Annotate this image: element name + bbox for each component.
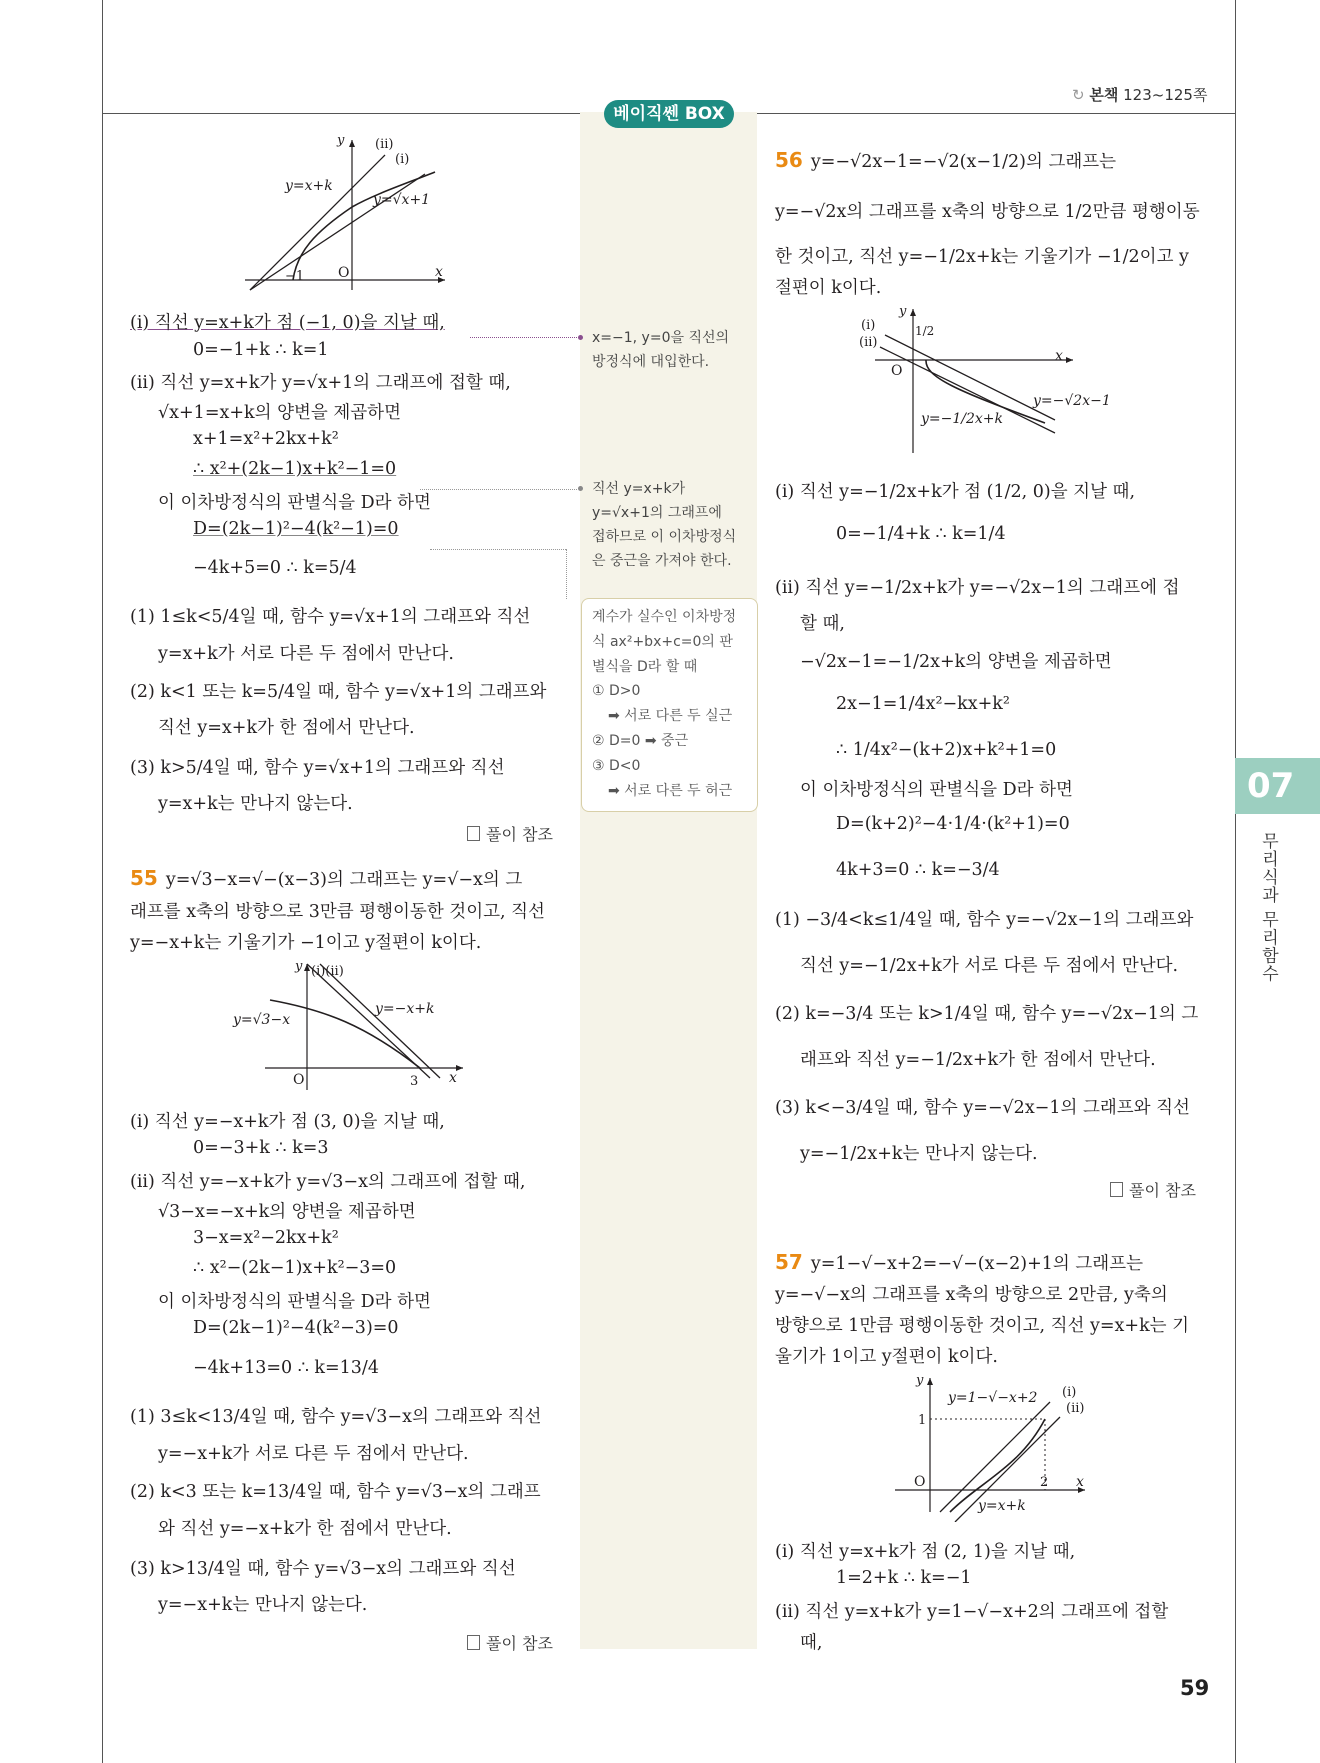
g3-label-i: (i): [861, 318, 876, 333]
g4-y-label: y: [916, 1373, 924, 1388]
connector-3v: [566, 549, 567, 599]
sidebar-note-2: 직선 y=x+k가 y=√x+1의 그래프에 접하므로 이 이차방정식 은 중근을 가져야 한다.: [592, 477, 754, 573]
g4-label-i: (i): [1062, 1385, 1077, 1400]
see-solution-55: 풀이 참조: [467, 1631, 553, 1654]
chapter-title-vertical: 무리식과 무리함수: [1258, 832, 1278, 983]
sol57-line3: (ii) 직선 y=x+k가 y=1−√−x+2의 그래프에 접할: [775, 1602, 1169, 1622]
sol54-case3: (3) k>5/4일 때, 함수 y=√x+1의 그래프와 직선: [130, 758, 505, 778]
see-solution-54: 풀이 참조: [467, 822, 553, 845]
sol54-line1: (i) 직선 y=x+k가 점 (−1, 0)을 지날 때,: [130, 313, 445, 333]
sol56-line9: D=(k+2)²−4·1/4·(k²+1)=0: [836, 814, 1070, 834]
see-solution-56: 풀이 참조: [1110, 1178, 1196, 1201]
sol56-case1b: 직선 y=−1/2x+k가 서로 다른 두 점에서 만난다.: [800, 956, 1179, 976]
g4-two: 2: [1040, 1475, 1049, 1490]
sol55-case3: (3) k>13/4일 때, 함수 y=√3−x의 그래프와 직선: [130, 1559, 516, 1579]
sol54-case2: (2) k<1 또는 k=5/4일 때, 함수 y=√x+1의 그래프와: [130, 682, 547, 702]
g4-x-label: x: [1076, 1474, 1084, 1490]
g4-one: 1: [918, 1413, 927, 1428]
g2-line-label: y=−x+k: [375, 1001, 435, 1017]
g1-origin: O: [338, 265, 350, 281]
sol55-line3: (ii) 직선 y=−x+k가 y=√3−x의 그래프에 접할 때,: [130, 1172, 526, 1192]
discriminant-tip-box: 계수가 실수인 이차방정 식 ax²+bx+c=0의 판 별식을 D라 할 때 ① D>0 ➡ 서로 다른 두 실근 ② D=0 ➡ 중근 ③ D<0 ➡ 서로 다른 두 허근: [581, 598, 758, 812]
problem57-line1: 57 y=1−√−x+2=−√−(x−2)+1의 그래프는: [775, 1250, 1144, 1274]
g3-line-label: y=−1/2x+k: [921, 411, 1004, 427]
problem55-line2: 래프를 x축의 방향으로 3만큼 평행이동한 것이고, 직선: [130, 902, 545, 922]
graph-55: [225, 960, 470, 1095]
g2-y-label: y: [295, 960, 303, 974]
g1-label-ii: (ii): [375, 137, 394, 152]
graph-57: [890, 1372, 1100, 1522]
problem-number-57: 57: [775, 1250, 803, 1274]
memo-icon: [1110, 1182, 1123, 1197]
sol54-case1b: y=x+k가 서로 다른 두 점에서 만난다.: [158, 644, 454, 664]
sidebar-note-1: x=−1, y=0을 직선의 방정식에 대입한다.: [592, 326, 754, 374]
sol55-line8: D=(2k−1)²−4(k²−3)=0: [193, 1318, 399, 1338]
page-number: 59: [1180, 1676, 1210, 1700]
memo-icon: [467, 1635, 480, 1650]
sol54-line7: 이 이차방정식의 판별식을 D라 하면: [158, 493, 431, 513]
g4-line-label: y=x+k: [978, 1498, 1026, 1514]
sol56-case3b: y=−1/2x+k는 만나지 않는다.: [800, 1144, 1038, 1164]
chapter-tab: 07: [1235, 758, 1320, 814]
bullet-dot: [578, 486, 583, 491]
sol56-line4: 할 때,: [800, 614, 845, 634]
g3-curve-label: y=−√2x−1: [1033, 393, 1111, 409]
sol54-line6: ∴ x²+(2k−1)x+k²−1=0: [193, 459, 397, 479]
sol57-line1: (i) 직선 y=x+k가 점 (2, 1)을 지날 때,: [775, 1542, 1076, 1562]
connector-3: [430, 549, 566, 550]
problem-number-56: 56: [775, 148, 803, 172]
g3-half: 1/2: [915, 324, 935, 338]
sol56-line1: (i) 직선 y=−1/2x+k가 점 (1/2, 0)을 지날 때,: [775, 482, 1136, 502]
sol56-line10: 4k+3=0 ∴ k=−3/4: [836, 860, 1000, 880]
connector-2: [420, 489, 577, 490]
g2-curve-label: y=√3−x: [233, 1012, 291, 1028]
sol56-case3: (3) k<−3/4일 때, 함수 y=−√2x−1의 그래프와 직선: [775, 1098, 1190, 1118]
g1-line-label: y=x+k: [285, 178, 333, 194]
left-margin-line: [102, 0, 103, 1763]
g2-three: 3: [410, 1074, 419, 1089]
sol55-line5: 3−x=x²−2kx+k²: [193, 1228, 339, 1248]
problem57-line4: 울기가 1이고 y절편이 k이다.: [775, 1347, 998, 1367]
g1-minus-one: −1: [285, 269, 305, 284]
g2-x-label: x: [449, 1070, 457, 1086]
connector-1: [470, 337, 577, 338]
g2-labels: (i)(ii): [311, 964, 344, 979]
sol55-line2: 0=−3+k ∴ k=3: [193, 1138, 329, 1158]
g3-origin: O: [891, 363, 903, 379]
g3-x-label: x: [1055, 348, 1063, 364]
sol56-line6: 2x−1=1/4x²−kx+k²: [836, 694, 1010, 714]
g4-origin: O: [914, 1474, 926, 1490]
sol55-case3b: y=−x+k는 만나지 않는다.: [158, 1595, 368, 1615]
problem-number-55: 55: [130, 866, 158, 890]
sol56-line3: (ii) 직선 y=−1/2x+k가 y=−√2x−1의 그래프에 접: [775, 578, 1180, 598]
sol56-line7: ∴ 1/4x²−(k+2)x+k²+1=0: [836, 740, 1057, 760]
sol55-case2b: 와 직선 y=−x+k가 한 점에서 만난다.: [158, 1519, 452, 1539]
sol55-case1b: y=−x+k가 서로 다른 두 점에서 만난다.: [158, 1444, 469, 1464]
sol55-line1: (i) 직선 y=−x+k가 점 (3, 0)을 지날 때,: [130, 1112, 445, 1132]
bullet-dot: [578, 335, 583, 340]
sol54-case3b: y=x+k는 만나지 않는다.: [158, 794, 353, 814]
sol56-line5: −√2x−1=−1/2x+k의 양변을 제곱하면: [800, 652, 1112, 672]
sol55-case1: (1) 3≤k<13/4일 때, 함수 y=√3−x의 그래프와 직선: [130, 1407, 542, 1427]
problem55-line3: y=−x+k는 기울기가 −1이고 y절편이 k이다.: [130, 933, 482, 953]
g4-curve-label: y=1−√−x+2: [948, 1390, 1038, 1406]
g1-label-i: (i): [395, 152, 410, 167]
sol54-line9: −4k+5=0 ∴ k=5/4: [193, 558, 357, 578]
problem57-line3: 방향으로 1만큼 평행이동한 것이고, 직선 y=x+k는 기: [775, 1316, 1190, 1336]
sol55-line9: −4k+13=0 ∴ k=13/4: [193, 1358, 379, 1378]
sol55-line4: √3−x=−x+k의 양변을 제곱하면: [158, 1202, 416, 1222]
sol56-line8: 이 이차방정식의 판별식을 D라 하면: [800, 780, 1073, 800]
problem56-line1: 56 y=−√2x−1=−√2(x−1/2)의 그래프는: [775, 148, 1117, 172]
sol56-case2: (2) k=−3/4 또는 k>1/4일 때, 함수 y=−√2x−1의 그: [775, 1004, 1199, 1024]
sol54-line8: D=(2k−1)²−4(k²−1)=0: [193, 519, 399, 539]
sol55-line7: 이 이차방정식의 판별식을 D라 하면: [158, 1292, 431, 1312]
sol54-case1: (1) 1≤k<5/4일 때, 함수 y=√x+1의 그래프와 직선: [130, 607, 531, 627]
sol54-line2: 0=−1+k ∴ k=1: [193, 340, 329, 360]
sol54-line3: (ii) 직선 y=x+k가 y=√x+1의 그래프에 접할 때,: [130, 373, 511, 393]
sol56-case2b: 래프와 직선 y=−1/2x+k가 한 점에서 만난다.: [800, 1050, 1156, 1070]
memo-icon: [467, 826, 480, 841]
sol57-line4: 때,: [800, 1633, 823, 1653]
sol54-case2b: 직선 y=x+k가 한 점에서 만난다.: [158, 718, 415, 738]
problem57-line2: y=−√−x의 그래프를 x축의 방향으로 2만큼, y축의: [775, 1285, 1168, 1305]
sol57-line2: 1=2+k ∴ k=−1: [836, 1568, 972, 1588]
refresh-icon: ↻: [1072, 86, 1085, 104]
sol55-line6: ∴ x²−(2k−1)x+k²−3=0: [193, 1258, 397, 1278]
graph-56: [855, 305, 1145, 455]
problem56-line2: y=−√2x의 그래프를 x축의 방향으로 1/2만큼 평행이동: [775, 202, 1200, 222]
graph-54: [245, 132, 455, 292]
g1-curve-label: y=√x+1: [373, 192, 431, 208]
g1-x-label: x: [435, 264, 443, 280]
g3-label-ii: (ii): [859, 335, 878, 350]
g2-origin: O: [293, 1072, 305, 1088]
sol54-line4: √x+1=x+k의 양변을 제곱하면: [158, 403, 401, 423]
problem55-line1: 55 y=√3−x=√−(x−3)의 그래프는 y=√−x의 그: [130, 866, 523, 890]
sol55-case2: (2) k<3 또는 k=13/4일 때, 함수 y=√3−x의 그래프: [130, 1482, 541, 1502]
problem56-line4: 절편이 k이다.: [775, 278, 882, 298]
basic-box-badge: 베이직쎈 BOX: [604, 100, 734, 128]
sol56-line2: 0=−1/4+k ∴ k=1/4: [836, 524, 1006, 544]
g3-y-label: y: [899, 305, 907, 319]
sol56-case1: (1) −3/4<k≤1/4일 때, 함수 y=−√2x−1의 그래프와: [775, 910, 1194, 930]
problem56-line3: 한 것이고, 직선 y=−1/2x+k는 기울기가 −1/2이고 y: [775, 247, 1189, 267]
book-reference: ↻ 본책 123~125쪽: [1072, 86, 1208, 104]
sol54-line5: x+1=x²+2kx+k²: [193, 429, 339, 449]
right-margin-line: [1235, 0, 1236, 1763]
g4-label-ii: (ii): [1066, 1401, 1085, 1416]
g1-y-label: y: [337, 133, 345, 148]
